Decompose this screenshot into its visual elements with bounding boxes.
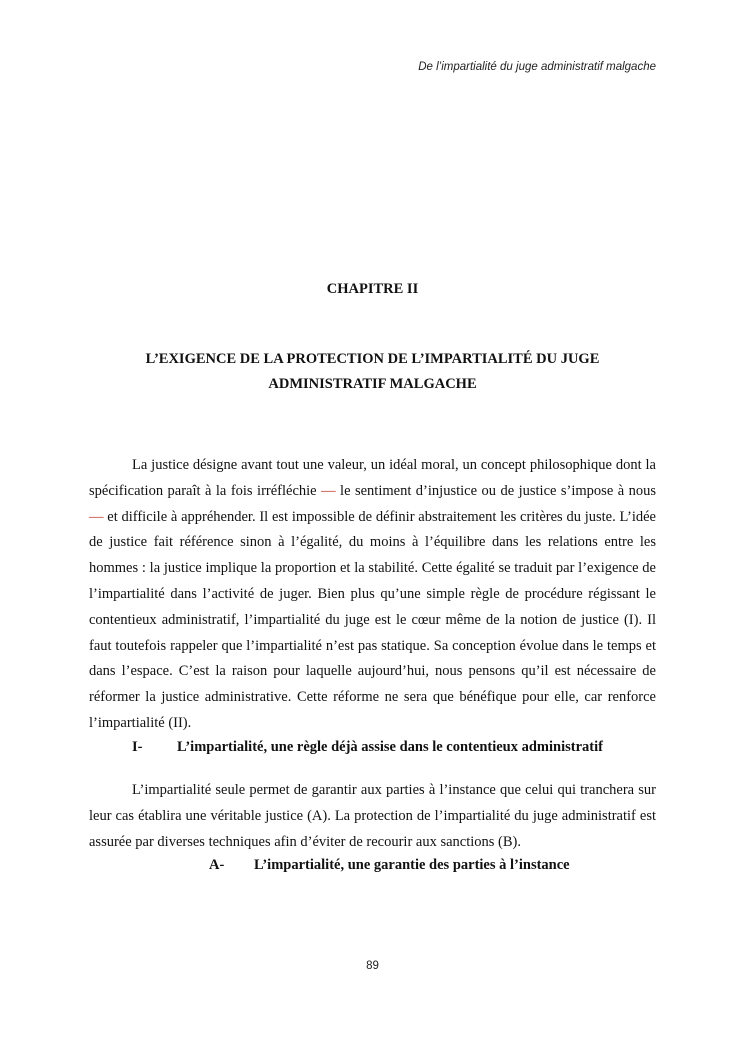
em-dash-1: —	[321, 482, 336, 499]
subsection-title: L’impartialité, une garantie des parties à l’instance	[254, 857, 570, 873]
section-paragraph-text: L’impartialité seule permet de garantir aux parties à l’instance que celui qui tranchera sur leur cas établira une véritable justice (A). La protection de l’impartialité du juge administratif est assurée par diverses techniques afin d’éviter de recourir aux sanctions (B).	[89, 782, 656, 850]
chapter-title	[89, 347, 656, 397]
chapter-label: CHAPITRE II	[326, 281, 419, 297]
em-dash-2: —	[89, 508, 104, 525]
section-number: I-	[132, 739, 143, 755]
chapter-title-line-1: L’EXIGENCE DE LA PROTECTION DE L’IMPARTIALITÉ DU JUGE	[145, 351, 600, 367]
subsection-number: A-	[209, 857, 225, 873]
intro-text-part-1: La justice désigne avant tout une valeur, un idéal moral, un concept philosophique dont la spécification paraît à la fois irréfléchie	[89, 457, 656, 499]
intro-text-part-3: et difficile à appréhender. Il est impossible de définir abstraitement les critères du juste. L’idée de justice fait référence sinon à l’égalité, du moins à l’équilibre dans les relations entre les hommes : la justice implique la proportion et la stabilité. Cette égalité se traduit par l’exigence de l’impartialité dans l’activité de juger. Bien plus qu’une simple règle de procédure régissant le contentieux administratif, l’impartialité du juge est le cœur même de la notion de justice (I). Il faut toutefois rappeler que l’impartialité n’est pas statique. Sa conception évolue dans le temps et dans l’espace. C’est la raison pour laquelle aujourd’hui, nous pensons qu’il est nécessaire de réformer la justice administrative. Cette réforme ne sera que bénéfique pour elle, car renforce l’impartialité (II).	[89, 508, 656, 731]
intro-paragraph	[89, 453, 656, 737]
page-number: 89	[366, 960, 379, 972]
intro-text-part-2: le sentiment d’injustice ou de justice s’impose à nous	[340, 482, 657, 499]
section-paragraph	[89, 778, 656, 855]
chapter-title-line-2: ADMINISTRATIF MALGACHE	[268, 376, 477, 392]
running-header: De l’impartialité du juge administratif malgache	[418, 61, 656, 73]
section-title: L’impartialité, une règle déjà assise dans le contentieux administratif	[177, 739, 603, 755]
